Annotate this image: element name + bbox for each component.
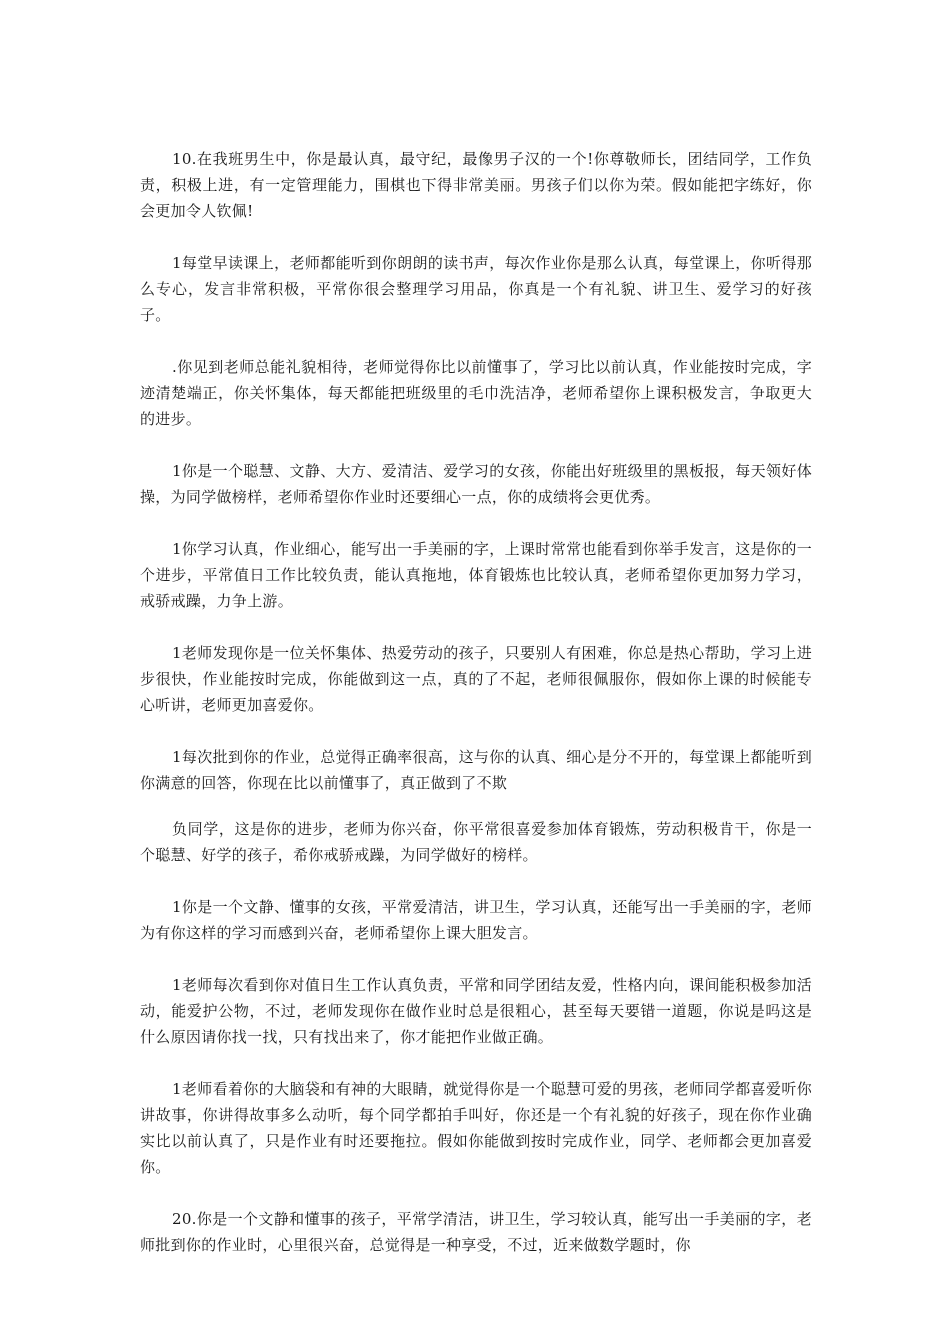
comment-paragraph: 1你是一个聪慧、文静、大方、爱清洁、爱学习的女孩，你能出好班级里的黑板报，每天领好体操，为同学做榜样，老师希望你作业时还要细心一点，你的成绩将会更优秀。: [140, 462, 812, 506]
document-body: [140, 146, 812, 1284]
comment-paragraph: 1老师看着你的大脑袋和有神的大眼睛，就觉得你是一个聪慧可爱的男孩，老师同学都喜爱听你讲故事，你讲得故事多么动听，每个同学都拍手叫好，你还是一个有礼貌的好孩子，现在你作业确实比以前认真了，只是作业有时还要拖拉。假如你能做到按时完成作业，同学、老师都会更加喜爱你。: [140, 1080, 812, 1176]
comment-paragraph: 1老师发现你是一位关怀集体、热爱劳动的孩子，只要别人有困难，你总是热心帮助，学习上进步很快，作业能按时完成，你能做到这一点，真的了不起，老师很佩服你，假如你上课的时候能专心听讲，老师更加喜爱你。: [140, 644, 812, 714]
comment-paragraph: 负同学，这是你的进步，老师为你兴奋，你平常很喜爱参加体育锻炼，劳动积极肯干，你是一个聪慧、好学的孩子，希你戒骄戒躁，为同学做好的榜样。: [140, 820, 812, 864]
comment-paragraph: 20.你是一个文静和懂事的孩子，平常学清洁，讲卫生，学习较认真，能写出一手美丽的字，老师批到你的作业时，心里很兴奋，总觉得是一种享受，不过，近来做数学题时，你: [140, 1210, 812, 1254]
comment-paragraph: 1每堂早读课上，老师都能听到你朗朗的读书声，每次作业你是那么认真，每堂课上，你听得那么专心，发言非常积极，平常你很会整理学习用品，你真是一个有礼貌、讲卫生、爱学习的好孩子。: [140, 254, 812, 324]
comment-paragraph: .你见到老师总能礼貌相待，老师觉得你比以前懂事了，学习比以前认真，作业能按时完成，字迹清楚端正，你关怀集体，每天都能把班级里的毛巾洗洁净，老师希望你上课积极发言，争取更大的进步。: [140, 358, 812, 428]
comment-paragraph: 1你学习认真，作业细心，能写出一手美丽的字，上课时常常也能看到你举手发言，这是你的一个进步，平常值日工作比较负责，能认真拖地，体育锻炼也比较认真，老师希望你更加努力学习，戒骄戒躁，力争上游。: [140, 540, 812, 610]
comment-paragraph: 1老师每次看到你对值日生工作认真负责，平常和同学团结友爱，性格内向，课间能积极参加活动，能爱护公物，不过，老师发现你在做作业时总是很粗心，甚至每天要错一道题，你说是吗这是什么原因请你找一找，只有找出来了，你才能把作业做正确。: [140, 976, 812, 1046]
comment-paragraph: 1每次批到你的作业，总觉得正确率很高，这与你的认真、细心是分不开的，每堂课上都能听到你满意的回答，你现在比以前懂事了，真正做到了不欺: [140, 748, 812, 792]
comment-paragraph: 1你是一个文静、懂事的女孩，平常爱清洁，讲卫生，学习认真，还能写出一手美丽的字，老师为有你这样的学习而感到兴奋，老师希望你上课大胆发言。: [140, 898, 812, 942]
comment-paragraph: 10.在我班男生中，你是最认真，最守纪，最像男子汉的一个!你尊敬师长，团结同学，工作负责，积极上进，有一定管理能力，围棋也下得非常美丽。男孩子们以你为荣。假如能把字练好，你会更加令人钦佩!: [140, 150, 812, 220]
